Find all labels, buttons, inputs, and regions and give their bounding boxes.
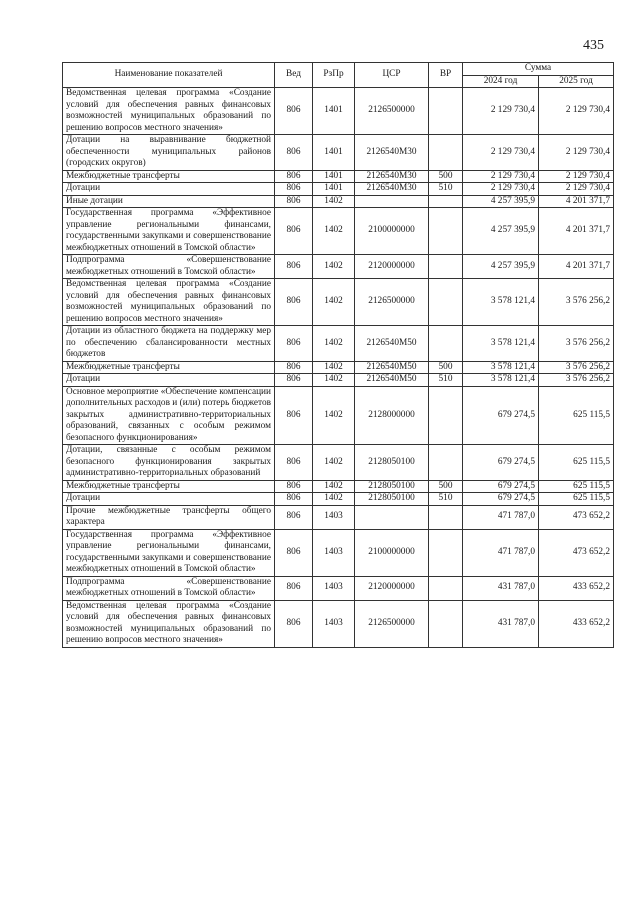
row-amount-2025: 625 115,5: [539, 480, 614, 493]
row-ved: 806: [275, 505, 313, 529]
row-amount-2024: 4 257 395,9: [463, 195, 539, 208]
row-amount-2025: 433 652,2: [539, 576, 614, 600]
row-vr: 500: [429, 170, 463, 183]
row-rzpr: 1402: [313, 208, 355, 255]
row-csr: 2128000000: [355, 386, 429, 445]
row-amount-2025: 2 129 730,4: [539, 88, 614, 135]
row-name: Подпрограмма «Совершенствование межбюджетных отношений в Томской области»: [63, 576, 275, 600]
row-ved: 806: [275, 445, 313, 481]
row-csr: 2100000000: [355, 529, 429, 576]
row-vr: [429, 576, 463, 600]
row-csr: 2126500000: [355, 279, 429, 326]
row-ved: 806: [275, 600, 313, 647]
row-amount-2025: 473 652,2: [539, 505, 614, 529]
table-header: [63, 63, 614, 88]
row-ved: 806: [275, 255, 313, 279]
row-name: Ведомственная целевая программа «Создание условий для обеспечения равных финансовых возможностей муниципальных образований по решению вопросов местного значения»: [63, 88, 275, 135]
row-csr: 2120000000: [355, 576, 429, 600]
row-rzpr: 1403: [313, 529, 355, 576]
row-name: Иные дотации: [63, 195, 275, 208]
row-ved: 806: [275, 170, 313, 183]
row-csr: 2128050100: [355, 445, 429, 481]
row-rzpr: 1402: [313, 374, 355, 387]
row-csr: 2128050100: [355, 493, 429, 506]
row-rzpr: 1402: [313, 361, 355, 374]
table-row: [63, 326, 614, 362]
row-amount-2024: 471 787,0: [463, 529, 539, 576]
header-ved: Вед: [275, 63, 313, 88]
header-rzpr: РзПр: [313, 63, 355, 88]
row-vr: [429, 445, 463, 481]
row-amount-2024: 3 578 121,4: [463, 361, 539, 374]
row-csr: [355, 505, 429, 529]
row-amount-2024: 679 274,5: [463, 445, 539, 481]
row-csr: 2126500000: [355, 88, 429, 135]
row-ved: 806: [275, 195, 313, 208]
row-vr: [429, 600, 463, 647]
row-vr: 510: [429, 183, 463, 196]
table-row: [63, 208, 614, 255]
row-csr: 2126500000: [355, 600, 429, 647]
header-2024: 2024 год: [463, 75, 539, 88]
row-name: Дотации, связанные с особым режимом безопасного функционирования закрытых административно-территориальных образований: [63, 445, 275, 481]
row-amount-2024: 3 578 121,4: [463, 374, 539, 387]
row-rzpr: 1401: [313, 88, 355, 135]
row-ved: 806: [275, 326, 313, 362]
row-amount-2025: 625 115,5: [539, 493, 614, 506]
row-name: Дотации на выравнивание бюджетной обеспеченности муниципальных районов (городских округов): [63, 135, 275, 171]
row-csr: 2126540М30: [355, 135, 429, 171]
row-amount-2025: 3 576 256,2: [539, 279, 614, 326]
table-row: [63, 445, 614, 481]
row-ved: 806: [275, 493, 313, 506]
header-2025: 2025 год: [539, 75, 614, 88]
page-number: 435: [583, 38, 604, 53]
row-rzpr: 1403: [313, 505, 355, 529]
row-amount-2025: 4 201 371,7: [539, 208, 614, 255]
row-rzpr: 1402: [313, 493, 355, 506]
row-csr: [355, 195, 429, 208]
row-ved: 806: [275, 374, 313, 387]
row-csr: 2128050100: [355, 480, 429, 493]
row-vr: [429, 88, 463, 135]
row-csr: 2126540М50: [355, 326, 429, 362]
row-amount-2025: 4 201 371,7: [539, 255, 614, 279]
row-rzpr: 1403: [313, 576, 355, 600]
row-vr: [429, 195, 463, 208]
table-row: [63, 493, 614, 506]
table-row: [63, 183, 614, 196]
row-rzpr: 1401: [313, 183, 355, 196]
row-amount-2024: 2 129 730,4: [463, 170, 539, 183]
table-row: [63, 480, 614, 493]
table-row: [63, 279, 614, 326]
row-csr: 2126540М50: [355, 374, 429, 387]
row-amount-2024: 2 129 730,4: [463, 183, 539, 196]
row-name: Ведомственная целевая программа «Создание условий для обеспечения равных финансовых возможностей муниципальных образований по решению вопросов местного значения»: [63, 600, 275, 647]
table-body: [63, 88, 614, 648]
table-row: [63, 529, 614, 576]
row-csr: 2126540М30: [355, 183, 429, 196]
header-name: Наименование показателей: [63, 63, 275, 88]
row-name: Дотации: [63, 493, 275, 506]
table-row: [63, 170, 614, 183]
row-amount-2025: 2 129 730,4: [539, 183, 614, 196]
row-rzpr: 1402: [313, 279, 355, 326]
row-name: Межбюджетные трансферты: [63, 480, 275, 493]
row-ved: 806: [275, 279, 313, 326]
row-vr: [429, 279, 463, 326]
row-rzpr: 1402: [313, 255, 355, 279]
row-vr: 500: [429, 480, 463, 493]
row-amount-2025: 625 115,5: [539, 445, 614, 481]
row-name: Дотации: [63, 374, 275, 387]
row-ved: 806: [275, 361, 313, 374]
row-vr: [429, 208, 463, 255]
row-amount-2025: 3 576 256,2: [539, 326, 614, 362]
row-amount-2025: 625 115,5: [539, 386, 614, 445]
row-name: Государственная программа «Эффективное управление региональными финансами, государственными закупками и совершенствование межбюджетных отношений в Томской области»: [63, 208, 275, 255]
row-vr: 510: [429, 493, 463, 506]
row-amount-2024: 2 129 730,4: [463, 135, 539, 171]
row-name: Межбюджетные трансферты: [63, 361, 275, 374]
table-row: [63, 600, 614, 647]
table-row: [63, 386, 614, 445]
row-amount-2024: 431 787,0: [463, 576, 539, 600]
row-ved: 806: [275, 386, 313, 445]
row-amount-2025: 2 129 730,4: [539, 170, 614, 183]
row-ved: 806: [275, 88, 313, 135]
row-amount-2024: 4 257 395,9: [463, 255, 539, 279]
row-csr: 2100000000: [355, 208, 429, 255]
row-amount-2024: 679 274,5: [463, 480, 539, 493]
row-amount-2024: 471 787,0: [463, 505, 539, 529]
row-vr: [429, 135, 463, 171]
row-name: Межбюджетные трансферты: [63, 170, 275, 183]
row-ved: 806: [275, 529, 313, 576]
row-amount-2025: 4 201 371,7: [539, 195, 614, 208]
row-name: Дотации из областного бюджета на поддержку мер по обеспечению сбалансированности местных бюджетов: [63, 326, 275, 362]
row-csr: 2126540М50: [355, 361, 429, 374]
row-name: Ведомственная целевая программа «Создание условий для обеспечения равных финансовых возможностей муниципальных образований по решению вопросов местного значения»: [63, 279, 275, 326]
row-amount-2025: 433 652,2: [539, 600, 614, 647]
row-rzpr: 1402: [313, 480, 355, 493]
table-row: [63, 195, 614, 208]
row-amount-2024: 3 578 121,4: [463, 279, 539, 326]
row-ved: 806: [275, 135, 313, 171]
row-rzpr: 1402: [313, 326, 355, 362]
row-amount-2024: 431 787,0: [463, 600, 539, 647]
row-ved: 806: [275, 480, 313, 493]
row-amount-2024: 4 257 395,9: [463, 208, 539, 255]
row-rzpr: 1401: [313, 170, 355, 183]
table-row: [63, 576, 614, 600]
row-vr: [429, 255, 463, 279]
row-rzpr: 1402: [313, 386, 355, 445]
row-name: Дотации: [63, 183, 275, 196]
row-vr: [429, 529, 463, 576]
row-amount-2024: 3 578 121,4: [463, 326, 539, 362]
table-row: [63, 135, 614, 171]
row-ved: 806: [275, 576, 313, 600]
header-csr: ЦСР: [355, 63, 429, 88]
row-amount-2024: 679 274,5: [463, 493, 539, 506]
row-name: Государственная программа «Эффективное управление региональными финансами, государственными закупками и совершенствование межбюджетных отношений в Томской области»: [63, 529, 275, 576]
table-row: [63, 88, 614, 135]
row-amount-2025: 3 576 256,2: [539, 361, 614, 374]
row-vr: [429, 326, 463, 362]
header-vr: ВР: [429, 63, 463, 88]
row-amount-2025: 3 576 256,2: [539, 374, 614, 387]
row-vr: [429, 386, 463, 445]
row-rzpr: 1401: [313, 135, 355, 171]
row-amount-2024: 2 129 730,4: [463, 88, 539, 135]
row-csr: 2120000000: [355, 255, 429, 279]
row-vr: 500: [429, 361, 463, 374]
row-name: Подпрограмма «Совершенствование межбюджетных отношений в Томской области»: [63, 255, 275, 279]
table-row: [63, 505, 614, 529]
row-amount-2025: 2 129 730,4: [539, 135, 614, 171]
header-sum: Сумма: [463, 63, 614, 76]
row-ved: 806: [275, 183, 313, 196]
row-name: Основное мероприятие «Обеспечение компенсации дополнительных расходов и (или) потерь бюджетов закрытых административно-территориальных образований, связанных с особым режимом безопасного функционирования»: [63, 386, 275, 445]
budget-table: [62, 62, 614, 648]
row-rzpr: 1402: [313, 445, 355, 481]
row-ved: 806: [275, 208, 313, 255]
row-rzpr: 1403: [313, 600, 355, 647]
table-row: [63, 361, 614, 374]
table-row: [63, 374, 614, 387]
row-name: Прочие межбюджетные трансферты общего характера: [63, 505, 275, 529]
row-rzpr: 1402: [313, 195, 355, 208]
row-amount-2024: 679 274,5: [463, 386, 539, 445]
row-vr: 510: [429, 374, 463, 387]
row-csr: 2126540М30: [355, 170, 429, 183]
row-vr: [429, 505, 463, 529]
row-amount-2025: 473 652,2: [539, 529, 614, 576]
table-row: [63, 255, 614, 279]
